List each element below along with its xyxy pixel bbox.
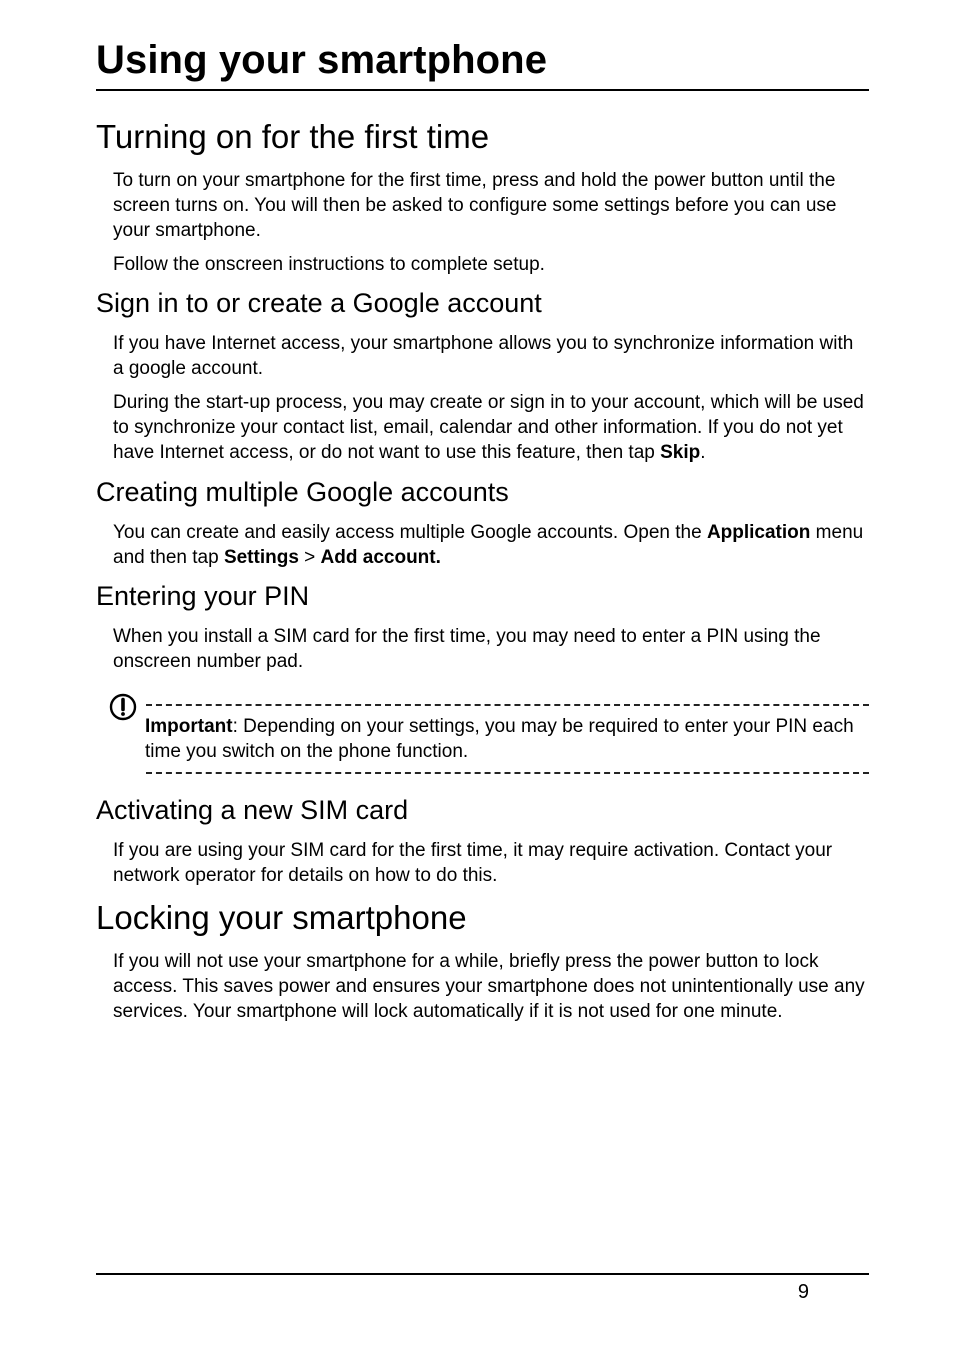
multiple-accounts-text-c: menu and then tap xyxy=(113,522,864,568)
application-label: Application xyxy=(706,522,811,543)
page-number: 9 xyxy=(797,1281,809,1303)
note-divider-top xyxy=(146,704,869,706)
pin-paragraph: When you install a SIM card for the first time, you may need to enter a PIN using the onscreen number pad. xyxy=(113,626,821,672)
settings-label: Settings xyxy=(223,547,299,568)
turning-on-paragraph-2: Follow the onscreen instructions to complete setup. xyxy=(113,254,545,275)
warning-icon xyxy=(109,693,137,721)
google-account-paragraph-2-end: . xyxy=(700,442,706,463)
section-title-multiple-accounts: Creating multiple Google accounts xyxy=(96,477,509,507)
multiple-accounts-text-a: You can create and easily access multiple Google accounts. Open the xyxy=(113,522,707,543)
multiple-accounts-text-e: > xyxy=(298,547,321,568)
google-account-paragraph-2 xyxy=(113,390,869,465)
section-title-locking: Locking your smartphone xyxy=(96,899,467,936)
locking-paragraph: If you will not use your smartphone for a while, briefly press the power button to lock access. This saves power and ensures your smartphone does not unintentionally use any services. Your smartphone will lock automatically if it is not used for one minute. xyxy=(113,951,865,1022)
manual-page xyxy=(96,0,869,1352)
section-title-google-account: Sign in to or create a Google account xyxy=(96,288,542,318)
sim-paragraph: If you are using your SIM card for the first time, it may require activation. Contact your network operator for details on how to do this. xyxy=(113,840,833,886)
chapter-title: Using your smartphone xyxy=(96,38,548,82)
section-title-pin: Entering your PIN xyxy=(96,581,310,611)
note-divider-bottom xyxy=(146,772,869,774)
turning-on-paragraph-1: To turn on your smartphone for the first time, press and hold the power button until the screen turns on. You will then be asked to configure some settings before you can use your smartphone. xyxy=(113,170,837,241)
important-note xyxy=(96,690,869,776)
google-account-paragraph-2-text: During the start-up process, you may create or sign in to your account, which will be used to synchronize your contact list, email, calendar and other information. If you do not yet have Internet access, or do not want to use this feature, then tap xyxy=(113,392,864,463)
chapter-rule xyxy=(96,89,869,91)
important-label: Important xyxy=(145,716,233,737)
footer-rule xyxy=(96,1273,869,1275)
multiple-accounts-paragraph xyxy=(113,520,869,570)
section-title-turning-on: Turning on for the first time xyxy=(96,118,490,155)
google-account-paragraph-1: If you have Internet access, your smartphone allows you to synchronize information with a google account. xyxy=(113,333,854,379)
skip-label: Skip xyxy=(660,442,701,463)
add-account-label: Add account. xyxy=(320,547,441,568)
note-body: : Depending on your settings, you may be required to enter your PIN each time you switch on the phone function. xyxy=(145,716,854,762)
note-text xyxy=(145,714,869,764)
section-title-sim: Activating a new SIM card xyxy=(96,795,409,825)
